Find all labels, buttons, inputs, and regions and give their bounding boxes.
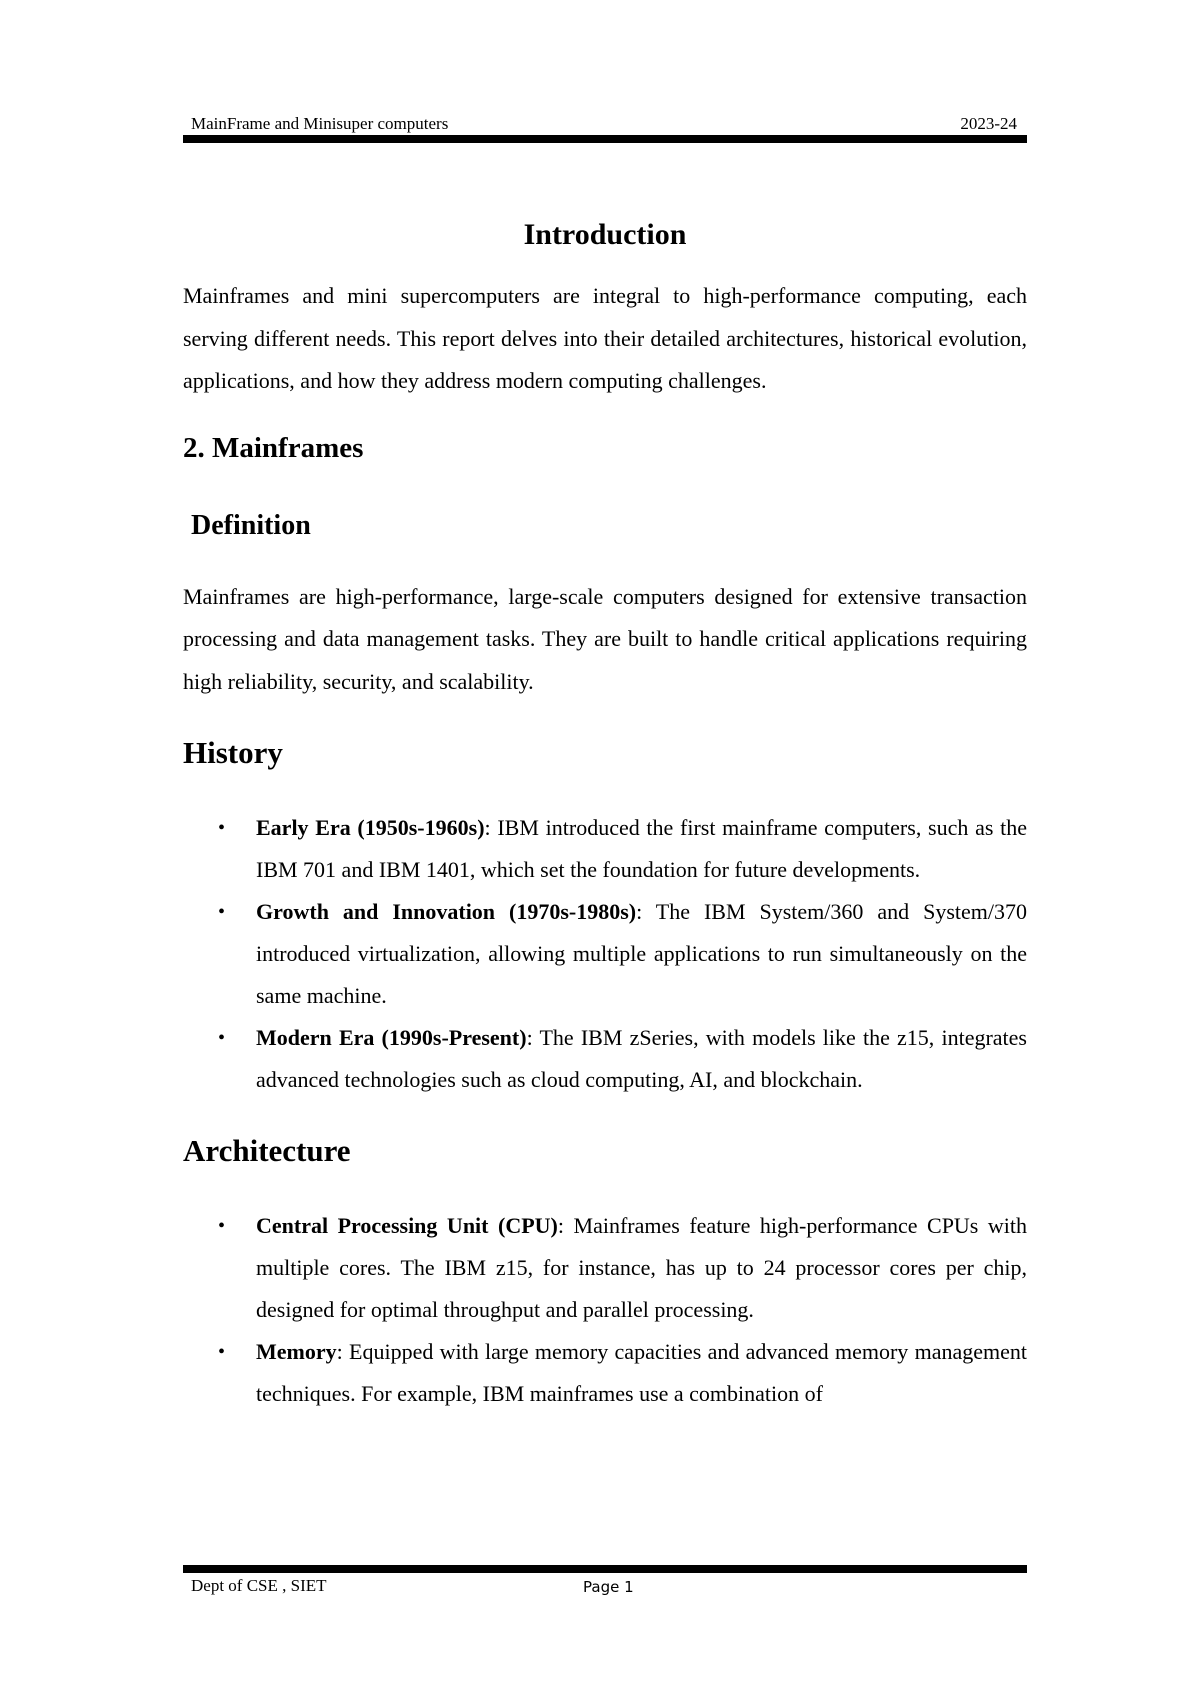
bullet-icon: • bbox=[218, 817, 226, 839]
introduction-title: Introduction bbox=[523, 218, 687, 251]
definition-paragraph: Mainframes are high-performance, large-scale computers designed for extensive transaction processing and data management tasks. They are built to handle critical applications requiring high reliability, security, and scalability. bbox=[183, 583, 1027, 694]
definition-heading: Definition bbox=[191, 509, 311, 541]
list-item bbox=[183, 891, 1027, 1017]
list-item bbox=[183, 1331, 1027, 1415]
introduction-paragraph: Mainframes and mini supercomputers are integral to high-performance computing, each serving different needs. This report delves into their detailed architectures, historical evolution, applications, and how they address modern computing challenges. bbox=[183, 283, 1027, 393]
list-item bbox=[183, 807, 1027, 891]
page-number: Page 1 bbox=[583, 1578, 634, 1596]
history-term: Growth and Innovation (1970s-1980s) bbox=[256, 899, 637, 924]
header-title: MainFrame and Minisuper computers bbox=[191, 114, 449, 133]
page-header bbox=[183, 114, 1027, 134]
architecture-heading: Architecture bbox=[183, 1133, 351, 1168]
mainframes-heading: 2. Mainframes bbox=[183, 431, 364, 464]
list-item bbox=[183, 1017, 1027, 1101]
bullet-icon: • bbox=[218, 1215, 226, 1237]
bullet-icon: • bbox=[218, 1027, 226, 1049]
list-item bbox=[183, 1205, 1027, 1331]
history-text: : IBM introduced the first mainframe computers, such as the IBM 701 and IBM 1401, which set the foundation for future developments. bbox=[256, 815, 1027, 882]
history-text: : The IBM zSeries, with models like the z15, integrates advanced technologies such as cloud computing, AI, and blockchain. bbox=[256, 1025, 1027, 1092]
header-rule bbox=[183, 135, 1027, 143]
history-term: Modern Era (1990s-Present) bbox=[256, 1025, 527, 1050]
history-term: Early Era (1950s-1960s) bbox=[256, 815, 485, 840]
architecture-text: : Equipped with large memory capacities and advanced memory management techniques. For example, IBM mainframes use a combination of bbox=[256, 1339, 1027, 1406]
architecture-text: : Mainframes feature high-performance CPUs with multiple cores. The IBM z15, for instance, has up to 24 processor cores per chip, designed for optimal throughput and parallel processing. bbox=[256, 1213, 1028, 1322]
page-footer bbox=[183, 1576, 1027, 1606]
footer-rule bbox=[183, 1565, 1027, 1573]
page-content bbox=[183, 210, 1027, 1415]
bullet-icon: • bbox=[218, 901, 226, 923]
history-heading: History bbox=[183, 735, 283, 770]
footer-department: Dept of CSE , SIET bbox=[191, 1576, 327, 1595]
header-year: 2023-24 bbox=[960, 114, 1017, 133]
architecture-list bbox=[183, 1205, 1027, 1415]
architecture-term: Memory bbox=[256, 1339, 337, 1364]
history-text: : The IBM System/360 and System/370 introduced virtualization, allowing multiple applications to run simultaneously on the same machine. bbox=[256, 899, 1027, 1008]
bullet-icon: • bbox=[218, 1341, 226, 1363]
architecture-term: Central Processing Unit (CPU) bbox=[256, 1213, 558, 1238]
history-list bbox=[183, 807, 1027, 1101]
